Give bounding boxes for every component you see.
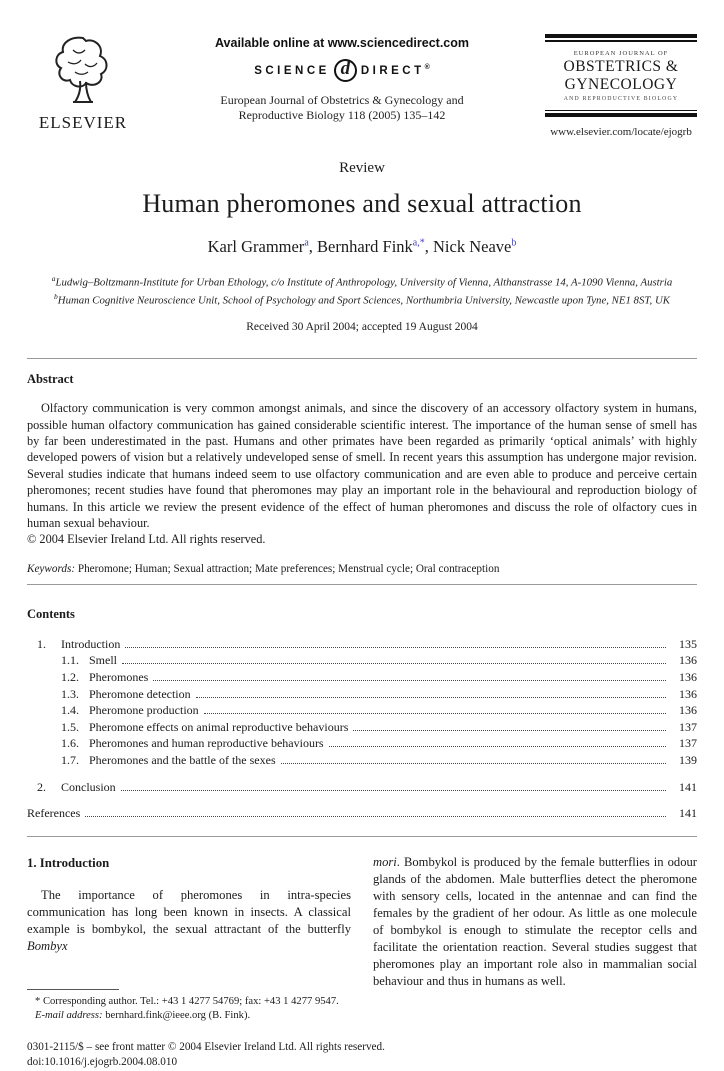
toc-label: Pheromones and human reproductive behaviours <box>89 736 324 751</box>
toc-page-number: 136 <box>679 686 697 701</box>
footnote-rule <box>27 989 119 990</box>
elsevier-wordmark: ELSEVIER <box>38 113 128 132</box>
journal-citation-line2: Reproductive Biology 118 (2005) 135–142 <box>238 108 446 122</box>
toc-dot-leader <box>329 738 666 747</box>
contents-heading: Contents <box>27 606 75 621</box>
header-center <box>139 34 545 123</box>
author-separator: , <box>308 237 318 256</box>
divider <box>27 358 697 359</box>
toc-number: 1.2. <box>61 670 79 685</box>
author-affiliation-mark: b <box>511 237 517 249</box>
toc-dot-leader <box>125 638 666 647</box>
author-affiliation-mark: a,* <box>412 237 425 249</box>
toc-page-number: 136 <box>679 653 697 668</box>
sciencedirect-logo <box>139 59 545 82</box>
page-header <box>27 0 697 138</box>
toc-number: 1.1. <box>61 653 79 668</box>
left-column <box>27 854 351 1024</box>
sciencedirect-direct-text: DIRECT® <box>360 64 430 77</box>
toc-entry-references[interactable] <box>27 805 697 822</box>
issn-copyright-line: 0301-2115/$ – see front matter © 2004 Elsevier Ireland Ltd. All rights reserved. <box>27 1040 385 1053</box>
toc-dot-leader <box>196 688 666 697</box>
masthead-bottom-rule <box>545 110 697 112</box>
elsevier-tree-icon <box>51 93 115 110</box>
toc-label: Conclusion <box>61 779 116 794</box>
author-list <box>27 237 697 257</box>
intro-paragraph-left: The importance of pheromones in intra-species communication has long been known in insects. A classical example is bombykol, the sexual attractant of the butterfly Bombyx <box>27 887 351 953</box>
journal-masthead-box <box>545 34 697 117</box>
keywords-list: Pheromone; Human; Sexual attraction; Mate preferences; Menstrual cycle; Oral contraception <box>77 562 500 575</box>
toc-dot-leader <box>85 808 666 817</box>
toc-number: 1.6. <box>61 736 79 751</box>
journal-citation-line1: European Journal of Obstetrics & Gynecology and <box>220 93 464 107</box>
species-name-italic: Bombyx <box>27 938 68 953</box>
toc-page-number: 136 <box>679 670 697 685</box>
page-content <box>27 0 697 1071</box>
toc-dot-leader <box>122 655 666 664</box>
toc-label: Introduction <box>61 636 121 651</box>
footnote-contact-line: * Corresponding author. Tel.: +43 1 4277 54769; fax: +43 1 4277 9547. <box>35 995 339 1007</box>
toc-label: Pheromones <box>89 670 149 685</box>
toc-entry-introduction[interactable] <box>27 636 697 653</box>
masthead-kicker: EUROPEAN JOURNAL OF <box>573 49 669 57</box>
toc-number: 1.3. <box>61 686 79 701</box>
masthead-bottom-bar <box>545 113 697 117</box>
author <box>208 237 317 256</box>
author-name: Karl Grammer <box>207 237 305 256</box>
section-heading-introduction: 1. Introduction <box>27 855 110 870</box>
toc-number: 1.7. <box>61 753 79 767</box>
toc-dot-leader <box>281 755 666 764</box>
toc-dot-leader <box>153 672 666 681</box>
toc-entry-pheromone-production[interactable] <box>27 702 697 719</box>
author <box>433 237 516 256</box>
sciencedirect-d-icon: d <box>334 59 357 82</box>
email-suffix: (B. Fink). <box>205 1010 251 1022</box>
affiliation-b: $^b$Human Cognitive Neuroscience Unit, School of Psychology and Sport Sciences, Northumbria University, Newcastle upon Tyne, NE1 8ST, UK <box>54 292 670 307</box>
toc-entry-battle-of-sexes[interactable] <box>27 752 697 769</box>
toc-page-number: 137 <box>679 736 697 751</box>
author-separator: , <box>424 237 433 256</box>
divider <box>27 836 697 837</box>
sciencedirect-science-text: SCIENCE <box>254 64 330 77</box>
email-address-link[interactable]: bernhard.fink@ieee.org <box>105 1010 206 1022</box>
toc-page-number: 141 <box>679 806 697 821</box>
toc-entry-pheromone-effects-animals[interactable] <box>27 719 697 736</box>
toc-entry-smell[interactable] <box>27 652 697 669</box>
toc-number: 1.5. <box>61 719 79 734</box>
masthead-top-bar <box>545 34 697 38</box>
affiliation-mark: a <box>51 274 56 283</box>
affiliation-a: $^a$Ludwig–Boltzmann-Institute for Urban Ethology, c/o Institute of Anthropology, University of Vienna, Althanstrasse 14, A-1090 Vienna, Austria <box>51 274 673 289</box>
toc-page-number: 141 <box>679 779 697 794</box>
intro-paragraph-right: mori. Bombykol is produced by the female butterflies in odour glands of the abdomen. Male butterflies detect the pheromone with sensory cells, located in the antennae and can find the females by the gradient of her odour. As little as one molecule of bombykol is enough to stimulate the receptor cells and facilitate the orientation reaction. Several studies suggest that pheromones play an important role also in mammalian social behaviour and thus in humans as well. <box>373 854 697 988</box>
affiliation-mark: b <box>54 292 58 302</box>
abstract-text: Olfactory communication is very common amongst animals, and since the discovery of an accessory olfactory system in humans, possible human olfactory communication has gained considerable scientific interest. The importance of the human sense of smell has by far been underestimated in the past. Humans and other primates have been regarded as primarily ‘optical animals’ with highly developed powers of vision but a relatively undeveloped sense of smell. In recent years this assumption has undergone major revision. Several studies indicate that humans indeed seem to use olfactory communication and are even able to produce and perceive certain pheromones; recent studies have found that pheromones may play an important role in the behavioural and reproduction biology of humans. In this article we review the present evidence of the effect of human pheromones and discuss the role of olfactory cues in human sexual behaviour. <box>27 401 697 531</box>
toc-label: References <box>27 806 81 821</box>
divider <box>27 584 697 585</box>
toc-page-number: 135 <box>679 636 697 651</box>
toc-number: 1.4. <box>61 703 79 718</box>
affiliations <box>27 272 697 308</box>
elsevier-logo <box>27 34 139 133</box>
toc-label: Pheromone detection <box>89 686 191 701</box>
article-title: Human pheromones and sexual attraction <box>142 189 582 218</box>
toc-dot-leader <box>204 705 666 714</box>
masthead-top-rule <box>545 40 697 42</box>
doi-line: doi:10.1016/j.ejogrb.2004.08.010 <box>27 1056 178 1069</box>
toc-dot-leader <box>353 721 666 730</box>
abstract-heading: Abstract <box>27 372 74 387</box>
journal-citation <box>139 93 545 123</box>
toc-entry-pheromones[interactable] <box>27 669 697 686</box>
page-footer <box>27 1040 697 1071</box>
footnote-email-line <box>27 1009 351 1024</box>
toc-label: Smell <box>89 653 118 668</box>
toc-entry-pheromones-human-reproductive[interactable] <box>27 735 697 752</box>
journal-homepage-link[interactable]: www.elsevier.com/locate/ejogrb <box>550 126 692 138</box>
available-online-link[interactable]: Available online at www.sciencedirect.com <box>214 36 470 50</box>
registered-mark: ® <box>424 64 430 72</box>
toc-page-number: 136 <box>679 703 697 718</box>
article-type-label: Review <box>339 160 385 176</box>
copyright-line: © 2004 Elsevier Ireland Ltd. All rights reserved. <box>27 532 266 547</box>
author-name: Bernhard Fink <box>317 237 413 256</box>
email-label: E-mail address: <box>35 1010 103 1022</box>
table-of-contents <box>27 636 697 822</box>
toc-dot-leader <box>121 781 666 790</box>
masthead-subtitle: AND REPRODUCTIVE BIOLOGY <box>563 95 679 102</box>
author-affiliation-mark: a <box>304 237 309 249</box>
toc-number: 1. <box>37 636 46 651</box>
toc-label: Pheromone production <box>89 703 199 718</box>
received-dates: Received 30 April 2004; accepted 19 August 2004 <box>246 321 478 334</box>
keywords <box>27 563 697 575</box>
toc-number: 2. <box>37 779 46 794</box>
right-column <box>373 854 697 1024</box>
toc-page-number: 139 <box>679 753 697 767</box>
toc-entry-pheromone-detection[interactable] <box>27 686 697 703</box>
masthead-title-line1: OBSTETRICS & <box>563 57 679 75</box>
article-body <box>27 854 697 1024</box>
author-name: Nick Neave <box>433 237 512 256</box>
author <box>317 237 433 256</box>
corresponding-author-footnote <box>27 989 351 1024</box>
journal-masthead <box>545 34 697 138</box>
toc-entry-conclusion[interactable] <box>27 779 697 796</box>
toc-page-number: 137 <box>679 719 697 734</box>
toc-label: Pheromone effects on animal reproductive behaviours <box>89 719 349 734</box>
toc-label: Pheromones and the battle of the sexes <box>89 753 276 767</box>
keywords-label: Keywords: <box>27 562 76 575</box>
species-name-italic: mori <box>373 854 397 869</box>
masthead-title-line2: GYNECOLOGY <box>564 75 678 93</box>
